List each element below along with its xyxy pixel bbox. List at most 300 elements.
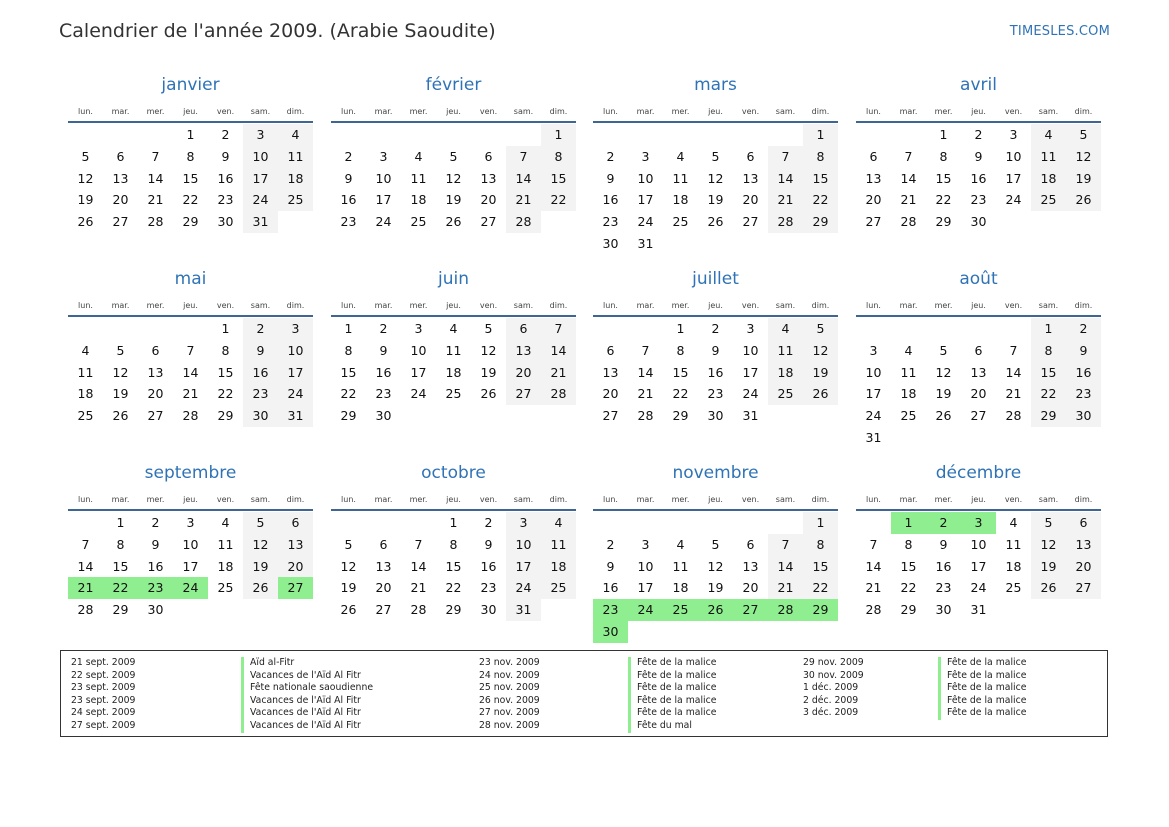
day-cell[interactable]: 19 (77, 192, 94, 208)
day-cell[interactable]: 14 (865, 558, 882, 574)
day-cell[interactable]: 15 (340, 364, 357, 380)
day-cell[interactable]: 17 (506, 556, 541, 578)
day-cell[interactable]: 14 (147, 170, 164, 186)
day-cell[interactable]: 11 (1005, 536, 1022, 552)
day-cell[interactable]: 3 (746, 321, 755, 336)
day-cell[interactable]: 10 (410, 342, 427, 358)
day-cell[interactable]: 12 (340, 558, 357, 574)
day-cell[interactable]: 2 (484, 515, 493, 530)
day-cell[interactable]: 11 (900, 364, 917, 380)
day-cell[interactable]: 23 (217, 192, 234, 208)
day-cell[interactable]: 6 (746, 148, 755, 164)
day-cell[interactable]: 14 (768, 168, 803, 190)
day-cell[interactable]: 23 (375, 386, 392, 402)
day-cell[interactable]: 30 (147, 602, 164, 618)
day-cell[interactable]: 12 (707, 558, 724, 574)
day-cell[interactable]: 12 (112, 364, 129, 380)
day-cell[interactable]: 20 (112, 192, 129, 208)
day-cell[interactable]: 10 (278, 340, 313, 362)
day-cell[interactable]: 24 (278, 383, 313, 405)
day-cell[interactable]: 10 (1005, 148, 1022, 164)
day-cell[interactable]: 20 (278, 556, 313, 578)
day-cell[interactable]: 21 (147, 192, 164, 208)
day-cell[interactable]: 31 (278, 405, 313, 427)
day-cell[interactable]: 30 (707, 408, 724, 424)
day-cell[interactable]: 5 (711, 536, 720, 552)
day-cell[interactable]: 28 (182, 408, 199, 424)
day-cell[interactable]: 27 (865, 214, 882, 230)
day-cell[interactable]: 26 (445, 214, 462, 230)
day-cell[interactable]: 2 (1066, 318, 1101, 340)
day-cell[interactable]: 11 (672, 558, 689, 574)
day-cell[interactable]: 13 (742, 170, 759, 186)
day-cell[interactable]: 3 (414, 321, 423, 336)
day-cell[interactable]: 16 (707, 364, 724, 380)
day-cell[interactable]: 5 (344, 536, 353, 552)
day-cell[interactable]: 28 (147, 214, 164, 230)
day-cell[interactable]: 18 (1031, 168, 1066, 190)
day-cell[interactable]: 4 (768, 318, 803, 340)
day-cell[interactable]: 29 (935, 214, 952, 230)
day-cell[interactable]: 7 (641, 342, 650, 358)
day-cell[interactable]: 2 (606, 536, 615, 552)
day-cell[interactable]: 1 (676, 321, 685, 336)
day-cell[interactable]: 6 (974, 342, 983, 358)
day-cell[interactable]: 2 (606, 148, 615, 164)
day-cell[interactable]: 22 (803, 577, 838, 599)
day-cell[interactable]: 16 (970, 170, 987, 186)
day-cell[interactable]: 7 (869, 536, 878, 552)
day-cell[interactable]: 15 (112, 558, 129, 574)
day-cell[interactable]: 17 (970, 558, 987, 574)
day-cell[interactable]: 8 (904, 536, 913, 552)
day-cell[interactable]: 5 (449, 148, 458, 164)
day-cell[interactable]: 24 (375, 214, 392, 230)
day-cell[interactable]: 24 (410, 386, 427, 402)
day-cell[interactable]: 21 (506, 189, 541, 211)
day-cell[interactable]: 28 (506, 211, 541, 233)
day-cell[interactable]: 30 (1066, 405, 1101, 427)
day-cell[interactable]: 1 (939, 127, 948, 142)
day-cell[interactable]: 23 (707, 386, 724, 402)
day-cell[interactable]: 17 (410, 364, 427, 380)
day-cell[interactable]: 8 (939, 148, 948, 164)
day-cell[interactable]: 13 (147, 364, 164, 380)
day-cell[interactable]: 27 (970, 408, 987, 424)
day-cell[interactable]: 22 (900, 580, 917, 596)
day-cell[interactable]: 2 (344, 148, 353, 164)
day-cell[interactable]: 19 (243, 556, 278, 578)
day-cell[interactable]: 11 (1031, 146, 1066, 168)
day-cell[interactable]: 11 (672, 170, 689, 186)
day-cell[interactable]: 5 (1031, 512, 1066, 534)
day-cell[interactable]: 26 (340, 602, 357, 618)
day-cell[interactable]: 15 (217, 364, 234, 380)
day-cell[interactable]: 18 (77, 386, 94, 402)
day-cell[interactable]: 22 (672, 386, 689, 402)
day-cell[interactable]: 10 (243, 146, 278, 168)
day-cell[interactable]: 18 (217, 558, 234, 574)
day-cell[interactable]: 7 (414, 536, 423, 552)
day-cell[interactable]: 20 (865, 192, 882, 208)
day-cell[interactable]: 21 (541, 362, 576, 384)
day-cell[interactable]: 22 (340, 386, 357, 402)
day-cell[interactable]: 8 (803, 146, 838, 168)
day-cell[interactable]: 12 (1031, 534, 1066, 556)
day-cell[interactable]: 16 (340, 192, 357, 208)
day-cell[interactable]: 3 (961, 512, 996, 534)
day-cell[interactable]: 28 (768, 211, 803, 233)
day-cell[interactable]: 8 (116, 536, 125, 552)
day-cell[interactable]: 20 (1066, 556, 1101, 578)
day-cell[interactable]: 31 (637, 235, 654, 251)
day-cell[interactable]: 3 (1009, 127, 1018, 142)
day-cell[interactable]: 29 (112, 602, 129, 618)
day-cell[interactable]: 25 (663, 599, 698, 621)
day-cell[interactable]: 19 (480, 364, 497, 380)
day-cell[interactable]: 24 (970, 580, 987, 596)
day-cell[interactable]: 16 (602, 192, 619, 208)
day-cell[interactable]: 9 (379, 342, 388, 358)
day-cell[interactable]: 10 (742, 342, 759, 358)
day-cell[interactable]: 2 (151, 515, 160, 530)
day-cell[interactable]: 23 (340, 214, 357, 230)
day-cell[interactable]: 18 (768, 362, 803, 384)
day-cell[interactable]: 16 (480, 558, 497, 574)
day-cell[interactable]: 6 (506, 318, 541, 340)
day-cell[interactable]: 8 (676, 342, 685, 358)
day-cell[interactable]: 25 (1031, 189, 1066, 211)
day-cell[interactable]: 13 (112, 170, 129, 186)
day-cell[interactable]: 26 (1031, 577, 1066, 599)
day-cell[interactable]: 12 (480, 342, 497, 358)
day-cell[interactable]: 20 (742, 580, 759, 596)
day-cell[interactable]: 12 (445, 170, 462, 186)
day-cell[interactable]: 7 (1009, 342, 1018, 358)
day-cell[interactable]: 16 (935, 558, 952, 574)
day-cell[interactable]: 13 (970, 364, 987, 380)
day-cell[interactable]: 11 (217, 536, 234, 552)
day-cell[interactable]: 20 (602, 386, 619, 402)
day-cell[interactable]: 21 (182, 386, 199, 402)
day-cell[interactable]: 25 (672, 214, 689, 230)
day-cell[interactable]: 17 (278, 362, 313, 384)
day-cell[interactable]: 16 (243, 362, 278, 384)
day-cell[interactable]: 14 (506, 168, 541, 190)
day-cell[interactable]: 9 (711, 342, 720, 358)
day-cell[interactable]: 25 (1005, 580, 1022, 596)
day-cell[interactable]: 11 (768, 340, 803, 362)
day-cell[interactable]: 7 (904, 148, 913, 164)
day-cell[interactable]: 15 (1031, 362, 1066, 384)
day-cell[interactable]: 6 (1066, 512, 1101, 534)
day-cell[interactable]: 4 (1031, 124, 1066, 146)
day-cell[interactable]: 27 (112, 214, 129, 230)
day-cell[interactable]: 4 (676, 148, 685, 164)
day-cell[interactable]: 16 (375, 364, 392, 380)
day-cell[interactable]: 25 (445, 386, 462, 402)
day-cell[interactable]: 23 (138, 577, 173, 599)
day-cell[interactable]: 14 (410, 558, 427, 574)
day-cell[interactable]: 2 (974, 127, 983, 142)
day-cell[interactable]: 23 (593, 599, 628, 621)
day-cell[interactable]: 8 (186, 148, 195, 164)
day-cell[interactable]: 18 (410, 192, 427, 208)
day-cell[interactable]: 6 (746, 536, 755, 552)
day-cell[interactable]: 4 (81, 342, 90, 358)
day-cell[interactable]: 8 (221, 342, 230, 358)
day-cell[interactable]: 26 (112, 408, 129, 424)
day-cell[interactable]: 30 (243, 405, 278, 427)
day-cell[interactable]: 19 (1066, 168, 1101, 190)
day-cell[interactable]: 2 (243, 318, 278, 340)
day-cell[interactable]: 25 (541, 577, 576, 599)
day-cell[interactable]: 21 (410, 580, 427, 596)
day-cell[interactable]: 14 (768, 556, 803, 578)
day-cell[interactable]: 29 (900, 602, 917, 618)
day-cell[interactable]: 26 (243, 577, 278, 599)
day-cell[interactable]: 26 (707, 214, 724, 230)
day-cell[interactable]: 27 (147, 408, 164, 424)
day-cell[interactable]: 27 (480, 214, 497, 230)
day-cell[interactable]: 13 (1066, 534, 1101, 556)
day-cell[interactable]: 24 (173, 577, 208, 599)
day-cell[interactable]: 29 (182, 214, 199, 230)
day-cell[interactable]: 15 (445, 558, 462, 574)
day-cell[interactable]: 11 (541, 534, 576, 556)
day-cell[interactable]: 5 (803, 318, 838, 340)
day-cell[interactable]: 25 (410, 214, 427, 230)
day-cell[interactable]: 26 (77, 214, 94, 230)
day-cell[interactable]: 1 (449, 515, 458, 530)
day-cell[interactable]: 19 (935, 386, 952, 402)
day-cell[interactable]: 30 (970, 214, 987, 230)
day-cell[interactable]: 7 (768, 534, 803, 556)
day-cell[interactable]: 24 (506, 577, 541, 599)
day-cell[interactable]: 15 (803, 168, 838, 190)
day-cell[interactable]: 18 (900, 386, 917, 402)
day-cell[interactable]: 31 (243, 211, 278, 233)
day-cell[interactable]: 29 (340, 408, 357, 424)
day-cell[interactable]: 28 (768, 599, 803, 621)
day-cell[interactable]: 25 (768, 383, 803, 405)
day-cell[interactable]: 27 (375, 602, 392, 618)
day-cell[interactable]: 9 (221, 148, 230, 164)
day-cell[interactable]: 31 (865, 429, 882, 445)
day-cell[interactable]: 6 (151, 342, 160, 358)
day-cell[interactable]: 1 (891, 512, 926, 534)
day-cell[interactable]: 24 (865, 408, 882, 424)
day-cell[interactable]: 18 (445, 364, 462, 380)
day-cell[interactable]: 3 (243, 124, 278, 146)
day-cell[interactable]: 13 (742, 558, 759, 574)
day-cell[interactable]: 11 (77, 364, 94, 380)
day-cell[interactable]: 19 (1031, 556, 1066, 578)
day-cell[interactable]: 3 (641, 536, 650, 552)
day-cell[interactable]: 25 (77, 408, 94, 424)
day-cell[interactable]: 31 (970, 602, 987, 618)
day-cell[interactable]: 14 (77, 558, 94, 574)
day-cell[interactable]: 26 (1066, 189, 1101, 211)
day-cell[interactable]: 21 (768, 189, 803, 211)
day-cell[interactable]: 5 (939, 342, 948, 358)
day-cell[interactable]: 23 (970, 192, 987, 208)
day-cell[interactable]: 26 (480, 386, 497, 402)
day-cell[interactable]: 21 (900, 192, 917, 208)
day-cell[interactable]: 22 (103, 577, 138, 599)
day-cell[interactable]: 29 (445, 602, 462, 618)
day-cell[interactable]: 20 (506, 362, 541, 384)
day-cell[interactable]: 5 (1066, 124, 1101, 146)
day-cell[interactable]: 4 (676, 536, 685, 552)
day-cell[interactable]: 9 (344, 170, 353, 186)
day-cell[interactable]: 17 (637, 580, 654, 596)
day-cell[interactable]: 29 (1031, 405, 1066, 427)
day-cell[interactable]: 30 (602, 235, 619, 251)
day-cell[interactable]: 8 (449, 536, 458, 552)
day-cell[interactable]: 18 (1005, 558, 1022, 574)
day-cell[interactable]: 6 (869, 148, 878, 164)
day-cell[interactable]: 31 (742, 408, 759, 424)
day-cell[interactable]: 14 (1005, 364, 1022, 380)
day-cell[interactable]: 29 (803, 599, 838, 621)
day-cell[interactable]: 5 (711, 148, 720, 164)
day-cell[interactable]: 18 (672, 192, 689, 208)
day-cell[interactable]: 3 (506, 512, 541, 534)
day-cell[interactable]: 20 (742, 192, 759, 208)
day-cell[interactable]: 23 (480, 580, 497, 596)
day-cell[interactable]: 12 (243, 534, 278, 556)
day-cell[interactable]: 29 (217, 408, 234, 424)
day-cell[interactable]: 10 (865, 364, 882, 380)
day-cell[interactable]: 20 (480, 192, 497, 208)
day-cell[interactable]: 8 (344, 342, 353, 358)
day-cell[interactable]: 11 (445, 342, 462, 358)
day-cell[interactable]: 3 (869, 342, 878, 358)
day-cell[interactable]: 21 (1005, 386, 1022, 402)
day-cell[interactable]: 11 (410, 170, 427, 186)
day-cell[interactable]: 12 (707, 170, 724, 186)
day-cell[interactable]: 15 (672, 364, 689, 380)
day-cell[interactable]: 4 (278, 124, 313, 146)
day-cell[interactable]: 17 (865, 386, 882, 402)
day-cell[interactable]: 3 (379, 148, 388, 164)
day-cell[interactable]: 10 (375, 170, 392, 186)
day-cell[interactable]: 25 (217, 580, 234, 596)
day-cell[interactable]: 30 (480, 602, 497, 618)
day-cell[interactable]: 13 (375, 558, 392, 574)
day-cell[interactable]: 4 (449, 321, 458, 336)
day-cell[interactable]: 14 (182, 364, 199, 380)
day-cell[interactable]: 7 (506, 146, 541, 168)
day-cell[interactable]: 30 (593, 621, 628, 643)
day-cell[interactable]: 14 (637, 364, 654, 380)
day-cell[interactable]: 15 (935, 170, 952, 186)
day-cell[interactable]: 6 (116, 148, 125, 164)
day-cell[interactable]: 22 (803, 189, 838, 211)
day-cell[interactable]: 24 (628, 599, 663, 621)
day-cell[interactable]: 5 (243, 512, 278, 534)
day-cell[interactable]: 28 (637, 408, 654, 424)
day-cell[interactable]: 10 (506, 534, 541, 556)
day-cell[interactable]: 10 (637, 558, 654, 574)
day-cell[interactable]: 22 (541, 189, 576, 211)
day-cell[interactable]: 22 (217, 386, 234, 402)
day-cell[interactable]: 18 (541, 556, 576, 578)
day-cell[interactable]: 12 (1066, 146, 1101, 168)
day-cell[interactable]: 22 (445, 580, 462, 596)
day-cell[interactable]: 9 (939, 536, 948, 552)
day-cell[interactable]: 19 (340, 580, 357, 596)
day-cell[interactable]: 20 (970, 386, 987, 402)
day-cell[interactable]: 9 (151, 536, 160, 552)
day-cell[interactable]: 5 (116, 342, 125, 358)
day-cell[interactable]: 16 (217, 170, 234, 186)
day-cell[interactable]: 8 (1031, 340, 1066, 362)
day-cell[interactable]: 6 (484, 148, 493, 164)
day-cell[interactable]: 10 (637, 170, 654, 186)
day-cell[interactable]: 5 (484, 321, 493, 336)
day-cell[interactable]: 30 (935, 602, 952, 618)
day-cell[interactable]: 31 (506, 599, 541, 621)
day-cell[interactable]: 6 (278, 512, 313, 534)
day-cell[interactable]: 4 (221, 515, 230, 530)
day-cell[interactable]: 1 (541, 124, 576, 146)
day-cell[interactable]: 15 (803, 556, 838, 578)
day-cell[interactable]: 22 (1031, 383, 1066, 405)
day-cell[interactable]: 27 (602, 408, 619, 424)
day-cell[interactable]: 23 (935, 580, 952, 596)
day-cell[interactable]: 1 (186, 127, 195, 142)
day-cell[interactable]: 27 (506, 383, 541, 405)
day-cell[interactable]: 19 (112, 386, 129, 402)
day-cell[interactable]: 2 (379, 321, 388, 336)
day-cell[interactable]: 7 (541, 318, 576, 340)
day-cell[interactable]: 24 (742, 386, 759, 402)
day-cell[interactable]: 27 (278, 577, 313, 599)
day-cell[interactable]: 11 (278, 146, 313, 168)
day-cell[interactable]: 3 (641, 148, 650, 164)
day-cell[interactable]: 22 (935, 192, 952, 208)
day-cell[interactable]: 19 (707, 192, 724, 208)
day-cell[interactable]: 9 (243, 340, 278, 362)
day-cell[interactable]: 19 (803, 362, 838, 384)
day-cell[interactable]: 10 (970, 536, 987, 552)
day-cell[interactable]: 20 (375, 580, 392, 596)
day-cell[interactable]: 8 (803, 534, 838, 556)
day-cell[interactable]: 4 (1009, 515, 1018, 530)
day-cell[interactable]: 28 (77, 602, 94, 618)
day-cell[interactable]: 18 (278, 168, 313, 190)
day-cell[interactable]: 27 (742, 214, 759, 230)
day-cell[interactable]: 1 (803, 124, 838, 146)
day-cell[interactable]: 30 (375, 408, 392, 424)
day-cell[interactable]: 19 (445, 192, 462, 208)
day-cell[interactable]: 4 (541, 512, 576, 534)
day-cell[interactable]: 15 (182, 170, 199, 186)
day-cell[interactable]: 26 (803, 383, 838, 405)
day-cell[interactable]: 21 (865, 580, 882, 596)
day-cell[interactable]: 7 (151, 148, 160, 164)
day-cell[interactable]: 1 (803, 512, 838, 534)
day-cell[interactable]: 16 (1066, 362, 1101, 384)
day-cell[interactable]: 17 (1005, 170, 1022, 186)
day-cell[interactable]: 1 (116, 515, 125, 530)
day-cell[interactable]: 23 (243, 383, 278, 405)
day-cell[interactable]: 4 (414, 148, 423, 164)
day-cell[interactable]: 13 (602, 364, 619, 380)
day-cell[interactable]: 15 (541, 168, 576, 190)
